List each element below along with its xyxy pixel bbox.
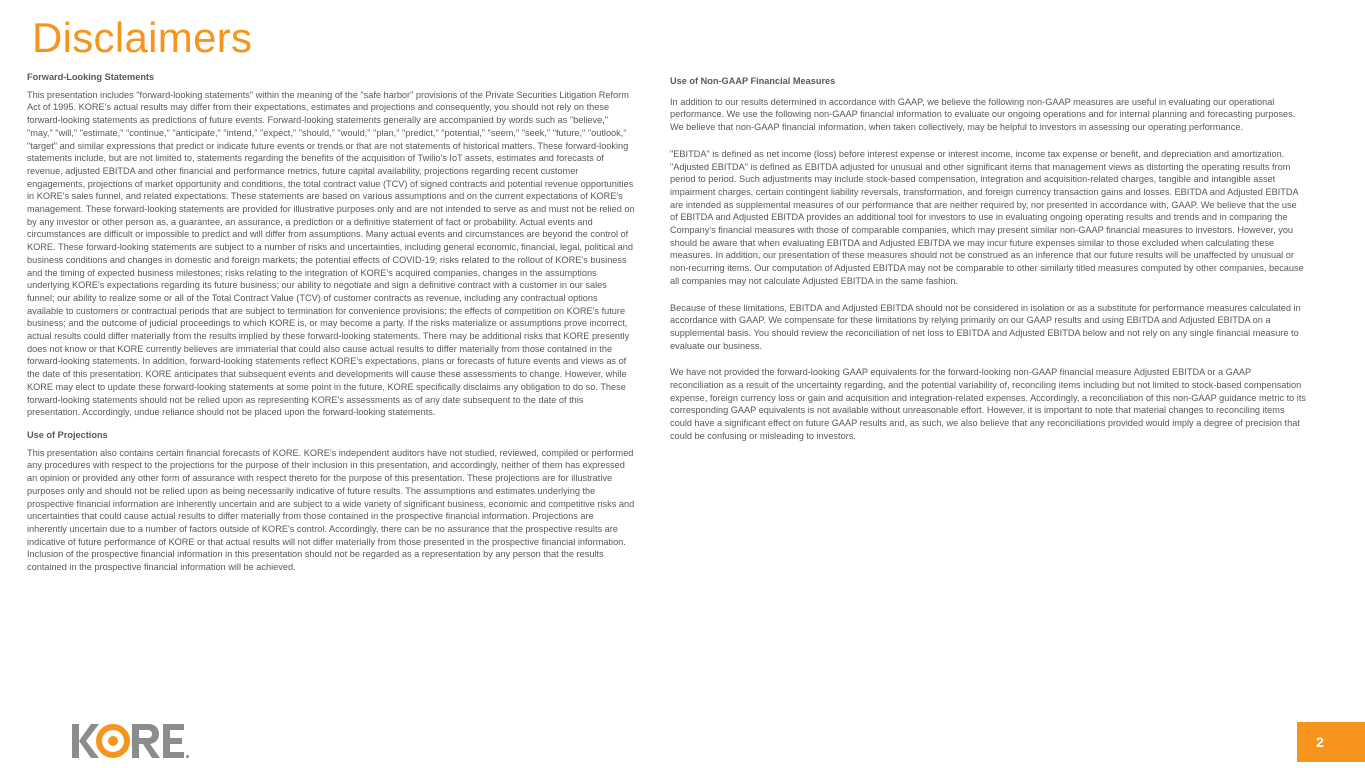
projections-section: [27, 429, 635, 574]
forward-looking-heading: Forward-Looking Statements: [27, 72, 155, 82]
kore-logo: [72, 722, 190, 760]
projections-text: This presentation also contains certain financial forecasts of KORE. KORE's independent auditors have not studied, reviewed, compiled or performed any procedures with respect to the projections for the purpose of their inclusion in this presentation, and accordingly, neither of them has expressed an opinion or provided any other form of assurance with respect thereto for the purpose of this presentation. These projections are for illustrative purposes only and should not be relied upon as being necessarily indicative of future results. The assumptions and estimates underlying the prospective financial information are inherently uncertain and are subject to a wide variety of significant business, economic and competitive risks and uncertainties that could cause actual results to differ materially from those contained in the prospective financial information. Projections are inherently uncertain due to a number of factors outside of KORE's control. Accordingly, there can be no assurance that the prospective results are indicative of future performance of KORE or that actual results will not differ materially from those presented in the prospective financial information. Inclusion of the prospective financial information in this presentation should not be regarded as a representation by any person that the results contained in the prospective financial information will be achieved.: [27, 447, 635, 573]
right-column: [670, 75, 1306, 457]
forward-looking-text: This presentation includes "forward-looking statements" within the meaning of the "safe harbor" provisions of the Private Securities Litigation Reform Act of 1995. KORE's actual results may differ from their expectations, estimates and projections and consequently, you should not rely on these forward-looking statements as predictions of future events. Forward-looking statements generally are accompanied by words such as "believe," "may," "will," "estimate," "continue," "anticipate," "intend," "expect," "should," "would," "plan," "predict," "potential," "seem," "seek," "future," "outlook," "target" and similar expressions that predict or indicate future events or trends or that are not statements of historical matters. These forward-looking statements include, but are not limited to, statements regarding the benefits of the acquisition of Twilio's IoT assets, estimates and forecasts of revenue, adjusted EBITDA and other financial and performance metrics, future capital availability, projections regarding recent customer engagements, projections of market opportunity and conditions, the total contract value (TCV) of signed contracts and potential revenue opportunities in KORE's sales funnel, and related expectations. These statements are based on various assumptions and on the current expectations of KORE's management. These forward-looking statements are provided for illustrative purposes only and are not intended to serve as and must not be relied on by any investor or other person as, a guarantee, an assurance, a prediction or a definitive statement of fact or probability. Actual events and circumstances are difficult or impossible to predict and will differ from assumptions. Many actual events and circumstances are beyond the control of KORE. These forward-looking statements are subject to a number of risks and uncertainties, including general economic, financial, legal, political and business conditions and changes in domestic and foreign markets; the potential effects of COVID-19; risks related to the rollout of KORE's business and the timing of expected business milestones; risks relating to the integration of KORE's acquired companies, changes in the assumptions underlying KORE's expectations regarding its future business; our ability to negotiate and sign a definitive contract with a customer in our sales funnel; our ability to realize some or all of the Total Contract Value (TCV) of customer contracts as revenue, including any contractual options available to customers or contractual periods that are subject to termination for convenience provisions; the effects of competition on KORE's future business; and the outcome of judicial proceedings to which KORE is, or may become a party. If the risks materialize or assumptions prove incorrect, actual results could differ materially from the results implied by these forward-looking statements. There may be additional risks that KORE presently does not know or that KORE currently believes are immaterial that could also cause actual results to differ materially from those contained in the forward-looking statements. In addition, forward-looking statements reflect KORE's expectations, plans or forecasts of future events and views as of the date of this presentation. KORE anticipates that subsequent events and developments will cause these assessments to change. However, while KORE may elect to update these forward-looking statements at some point in the future, KORE specifically disclaims any obligation to do so. These forward-looking statements should not be relied upon as representing KORE's assessments as of any date subsequent to the date of this presentation. Accordingly, undue reliance should not be placed upon the forward-looking statements.: [27, 89, 635, 418]
non-gaap-paragraph-3: Because of these limitations, EBITDA and Adjusted EBITDA should not be considered in isolation or as a substitute for performance measures calculated in accordance with GAAP. We compensate for these limitations by relying primarily on our GAAP results and using EBITDA and Adjusted EBITDA on a supplemental basis. You should review the reconciliation of net loss to EBITDA and Adjusted EBITDA below and not rely on any single financial measure to evaluate our business.: [670, 302, 1301, 351]
non-gaap-paragraph-4: We have not provided the forward-looking GAAP equivalents for the forward-looking non-GAAP financial measure Adjusted EBITDA or a GAAP reconciliation as a result of the uncertainty regarding, and the potential variability of, reconciling items including but not limited to stock-based compensation expense, foreign currency loss or gain and acquisition and integration-related expenses. Accordingly, a reconciliation of this non-GAAP guidance metric to its corresponding GAAP equivalents is not available without unreasonable effort. However, it is important to note that material changes to reconciling items could have a significant effect on future GAAP results and, as such, we also believe that any reconciliations provided would imply a degree of precision that could be confusing or misleading to investors.: [670, 367, 1306, 441]
non-gaap-paragraph-2: "EBITDA" is defined as net income (loss) before interest expense or interest income, income tax expense or benefit, and depreciation and amortization. "Adjusted EBITDA" is defined as EBITDA adjusted for unusual and other significant items that management views as distorting the operating results from period to period. Such adjustments may include stock-based compensation, integration and acquisition-related charges, tangible and intangible asset impairment charges, certain contingent liability reversals, transformation, and foreign currency transaction gains and losses. EBITDA and Adjusted EBITDA are intended as supplemental measures of our performance that are neither required by, nor presented in accordance with, GAAP. We believe that the use of EBITDA and Adjusted EBITDA provides an additional tool for investors to use in evaluating ongoing operating results and trends and in comparing the Company's financial measures with those of comparable companies, which may present similar non-GAAP financial measures to investors. However, you should be aware that when evaluating EBITDA and Adjusted EBITDA we may incur future expenses similar to those excluded when calculating these measures. In addition, our presentation of these measures should not be construed as an inference that our future results will be unaffected by unusual or non-recurring items. Our computation of Adjusted EBITDA may not be comparable to other similarly titled measures computed by other companies, because all companies may not calculate Adjusted EBITDA in the same fashion.: [670, 148, 1304, 286]
forward-looking-section: [27, 71, 635, 419]
projections-heading: Use of Projections: [27, 429, 108, 440]
page-number-badge: 2: [1297, 722, 1365, 762]
non-gaap-paragraph-1: In addition to our results determined in accordance with GAAP, we believe the following non-GAAP measures are useful in evaluating our operational performance. We use the following non-GAAP financial information to evaluate our ongoing operations and for internal planning and forecasting purposes. We believe that non-GAAP financial information, when taken collectively, may be helpful to investors in assessing our operating performance.: [670, 96, 1296, 133]
non-gaap-heading: Use of Non-GAAP Financial Measures: [670, 76, 836, 86]
left-column: [27, 71, 635, 584]
page-title: Disclaimers: [32, 14, 253, 61]
